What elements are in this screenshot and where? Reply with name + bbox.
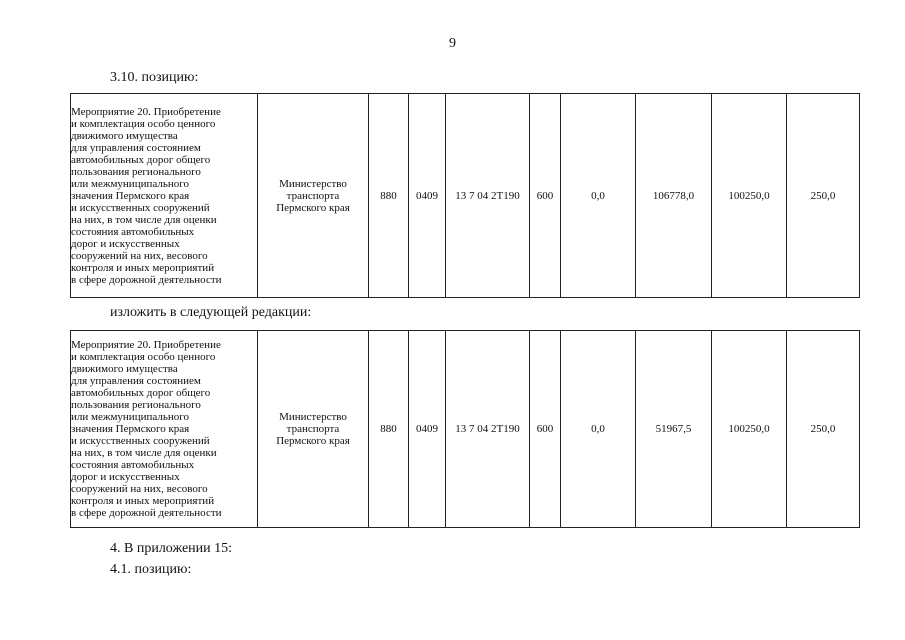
table-row — [71, 331, 860, 528]
heading-new-edition: изложить в следующей редакции: — [110, 305, 312, 320]
value-1: 0,0 — [561, 331, 636, 528]
expense-type-code: 600 — [530, 331, 561, 528]
table-row — [71, 94, 860, 298]
target-item-code: 13 7 04 2Т190 — [446, 94, 530, 298]
value-2: 51967,5 — [636, 331, 712, 528]
ministry-code: 880 — [369, 94, 409, 298]
heading-position: 3.10. позицию: — [110, 70, 199, 85]
responsible-agency: Министерство транспорта Пермского края — [258, 331, 369, 528]
value-1: 0,0 — [561, 94, 636, 298]
value-4: 250,0 — [787, 331, 860, 528]
ministry-code: 880 — [369, 331, 409, 528]
section-code: 0409 — [409, 94, 446, 298]
page-number: 9 — [449, 36, 456, 51]
value-3: 100250,0 — [712, 94, 787, 298]
measure-description: Мероприятие 20. Приобретение и комплектация особо ценного движимого имущества для управления состоянием автомобильных дорог общего пользования регионального или межмуниципального значения Пермского края и искусственных сооружений на них, в том числе для оценки состояния автомобильных дорог и искусственных сооружений на них, весового контроля и иных мероприятий в сфере дорожной деятельности — [71, 94, 258, 298]
value-4: 250,0 — [787, 94, 860, 298]
section-4-1-heading: 4.1. позицию: — [110, 562, 192, 577]
measure-description: Мероприятие 20. Приобретение и комплектация особо ценного движимого имущества для управления состоянием автомобильных дорог общего пользования регионального или межмуниципального значения Пермского края и искусственных сооружений на них, в том числе для оценки состояния автомобильных дорог и искусственных сооружений на них, весового контроля и иных мероприятий в сфере дорожной деятельности — [71, 331, 258, 528]
responsible-agency: Министерство транспорта Пермского края — [258, 94, 369, 298]
value-2: 106778,0 — [636, 94, 712, 298]
section-code: 0409 — [409, 331, 446, 528]
expense-type-code: 600 — [530, 94, 561, 298]
value-3: 100250,0 — [712, 331, 787, 528]
target-item-code: 13 7 04 2Т190 — [446, 331, 530, 528]
table-old — [70, 93, 860, 298]
table-new — [70, 330, 860, 528]
section-4-heading: 4. В приложении 15: — [110, 541, 233, 556]
